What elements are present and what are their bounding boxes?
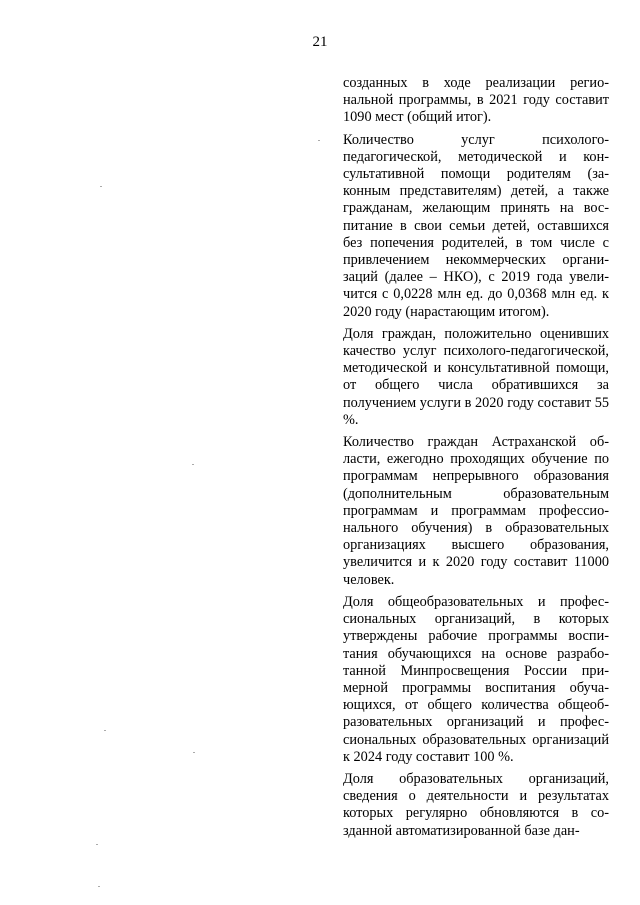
scan-speck xyxy=(98,886,100,887)
scan-speck xyxy=(318,140,320,141)
paragraph: Количество граждан Астраханской области, ежегодно проходящих обучение по программам непрерывного образования (дополнительным образовательным программам и программам профессионального обучения) в образовательных организациях высшего образования, увеличится и к 2020 году составит 11000 человек. xyxy=(343,434,609,588)
page-number: 21 xyxy=(312,34,328,50)
scan-speck xyxy=(104,730,106,731)
paragraph: Доля граждан, положительно оценивших качество услуг психолого-педагогической, методической и консультативной помощи, от общего числа обратившихся за получением услуги в 2020 году составит 55 %. xyxy=(343,325,609,428)
paragraph: Доля общеобразовательных и профессиональных организаций, в которых утверждены рабочие программы воспитания обучающихся на основе разработанной Минпросвещения России примерной программы воспитания обучающихся, от общего количества общеобразовательных организаций и профессиональных образовательных организаций к 2024 году составит 100 %. xyxy=(343,593,609,765)
paragraph: Доля образовательных организаций, сведения о деятельности и результатах которых регулярно обновляются в созданной автоматизированной базе дан- xyxy=(343,770,609,839)
scan-speck xyxy=(100,186,102,187)
paragraph: созданных в ходе реализации региональной программы, в 2021 году составит 1090 мест (общий итог). xyxy=(343,75,609,126)
text-column xyxy=(343,75,609,845)
paragraph: Количество услуг психолого-педагогической, методической и консультативной помощи родителям (законным представителям) детей, а также гражданам, желающим принять на воспитание в свои семьи детей, оставшихся без попечения родителей, в том числе с привлечением некоммерческих организаций (далее – НКО), с 2019 года увеличится с 0,0228 млн ед. до 0,0368 млн ед. к 2020 году (нарастающим итогом). xyxy=(343,131,609,320)
scan-speck xyxy=(192,464,194,465)
scan-speck xyxy=(193,752,195,753)
scan-speck xyxy=(96,844,98,845)
